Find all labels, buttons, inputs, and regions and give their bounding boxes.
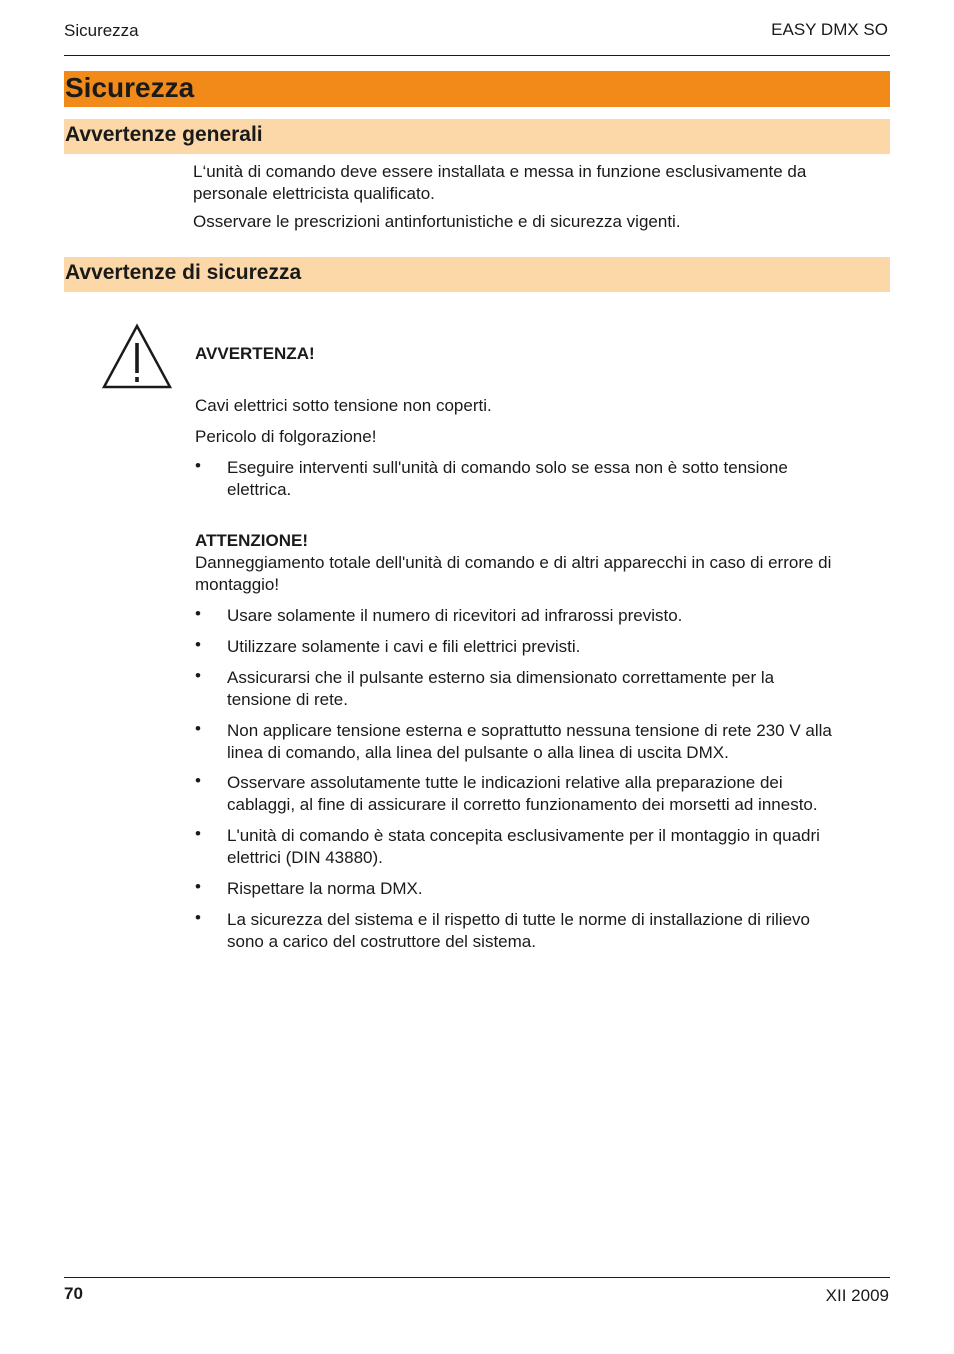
subsection-bar-safety (64, 257, 890, 292)
general-paragraph-1: L‘unità di comando deve essere installata e messa in funzione esclusivamente da personale elettricista qualificato. (193, 162, 807, 203)
bullet-icon: • (195, 908, 201, 927)
section-title-bar (64, 71, 890, 107)
bullet-icon: • (195, 771, 201, 790)
caution-text: Danneggiamento totale dell'unità di comando e di altri apparecchi in caso di errore di montaggio! (195, 553, 832, 594)
footer-date: XII 2009 (825, 1286, 889, 1305)
running-header-product: EASY DMX SO (771, 20, 888, 39)
warning-label: AVVERTENZA! (195, 344, 315, 363)
bullet-icon: • (195, 666, 201, 685)
bullet-icon: • (195, 456, 201, 475)
page-number: 70 (64, 1284, 83, 1303)
bullet-icon: • (195, 635, 201, 654)
header-rule (64, 55, 890, 56)
subsection-bar-general (64, 119, 890, 154)
page-title: Sicurezza (65, 72, 195, 103)
general-paragraph-2: Osservare le prescrizioni antinfortunistiche e di sicurezza vigenti. (193, 212, 681, 231)
footer-rule (64, 1277, 890, 1278)
warning-triangle-icon (102, 323, 172, 389)
running-header-section: Sicurezza (64, 21, 139, 40)
caution-label: ATTENZIONE! (195, 531, 309, 550)
warning-text-2: Pericolo di folgorazione! (195, 427, 377, 446)
subsection-heading-safety: Avvertenze di sicurezza (65, 261, 302, 284)
bullet-icon: • (195, 604, 201, 623)
subsection-heading-general: Avvertenze generali (65, 123, 263, 146)
warning-text-1: Cavi elettrici sotto tensione non coperti. (195, 396, 492, 415)
bullet-icon: • (195, 824, 201, 843)
bullet-icon: • (195, 877, 201, 896)
bullet-icon: • (195, 719, 201, 738)
